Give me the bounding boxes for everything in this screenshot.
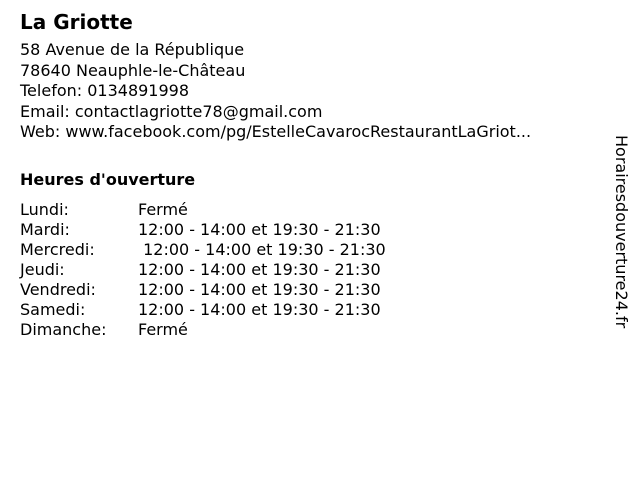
day-label: Vendredi:: [20, 279, 96, 299]
hours-row-wednesday: [20, 240, 386, 260]
day-hours: 12:00 - 14:00 et 19:30 - 21:30: [138, 299, 381, 319]
address-street: 58 Avenue de la République: [20, 40, 245, 59]
hours-row-monday: [20, 200, 386, 220]
hours-row-thursday: [20, 260, 386, 280]
day-label: Mardi:: [20, 219, 70, 239]
restaurant-card: [20, 8, 600, 340]
hours-row-saturday: [20, 300, 386, 320]
day-hours: 12:00 - 14:00 et 19:30 - 21:30: [138, 239, 386, 259]
opening-hours-table: [20, 200, 386, 340]
day-label: Samedi:: [20, 299, 86, 319]
day-label: Lundi:: [20, 199, 69, 219]
site-watermark: Horairesdouverture24.fr: [612, 135, 631, 329]
opening-hours-heading: Heures d'ouverture: [20, 169, 196, 189]
email-line: Email: contactlagriotte78@gmail.com: [20, 101, 323, 121]
address-city: 78640 Neauphle-le-Château: [20, 60, 246, 80]
website-line: Web: www.facebook.com/pg/EstelleCavarocRestaurantLaGriot...: [20, 122, 532, 141]
hours-row-sunday: [20, 320, 386, 340]
day-label: Jeudi:: [20, 259, 65, 279]
day-label: Dimanche:: [20, 319, 107, 339]
restaurant-name: La Griotte: [20, 10, 133, 34]
phone-line: Telefon: 0134891998: [20, 81, 190, 100]
hours-row-friday: [20, 280, 386, 300]
day-hours: 12:00 - 14:00 et 19:30 - 21:30: [138, 219, 381, 239]
day-hours: 12:00 - 14:00 et 19:30 - 21:30: [138, 279, 381, 299]
day-label: Mercredi:: [20, 239, 95, 259]
hours-row-tuesday: [20, 220, 386, 240]
day-hours: 12:00 - 14:00 et 19:30 - 21:30: [138, 259, 381, 279]
day-hours: Fermé: [138, 319, 188, 339]
day-hours: Fermé: [138, 199, 188, 219]
